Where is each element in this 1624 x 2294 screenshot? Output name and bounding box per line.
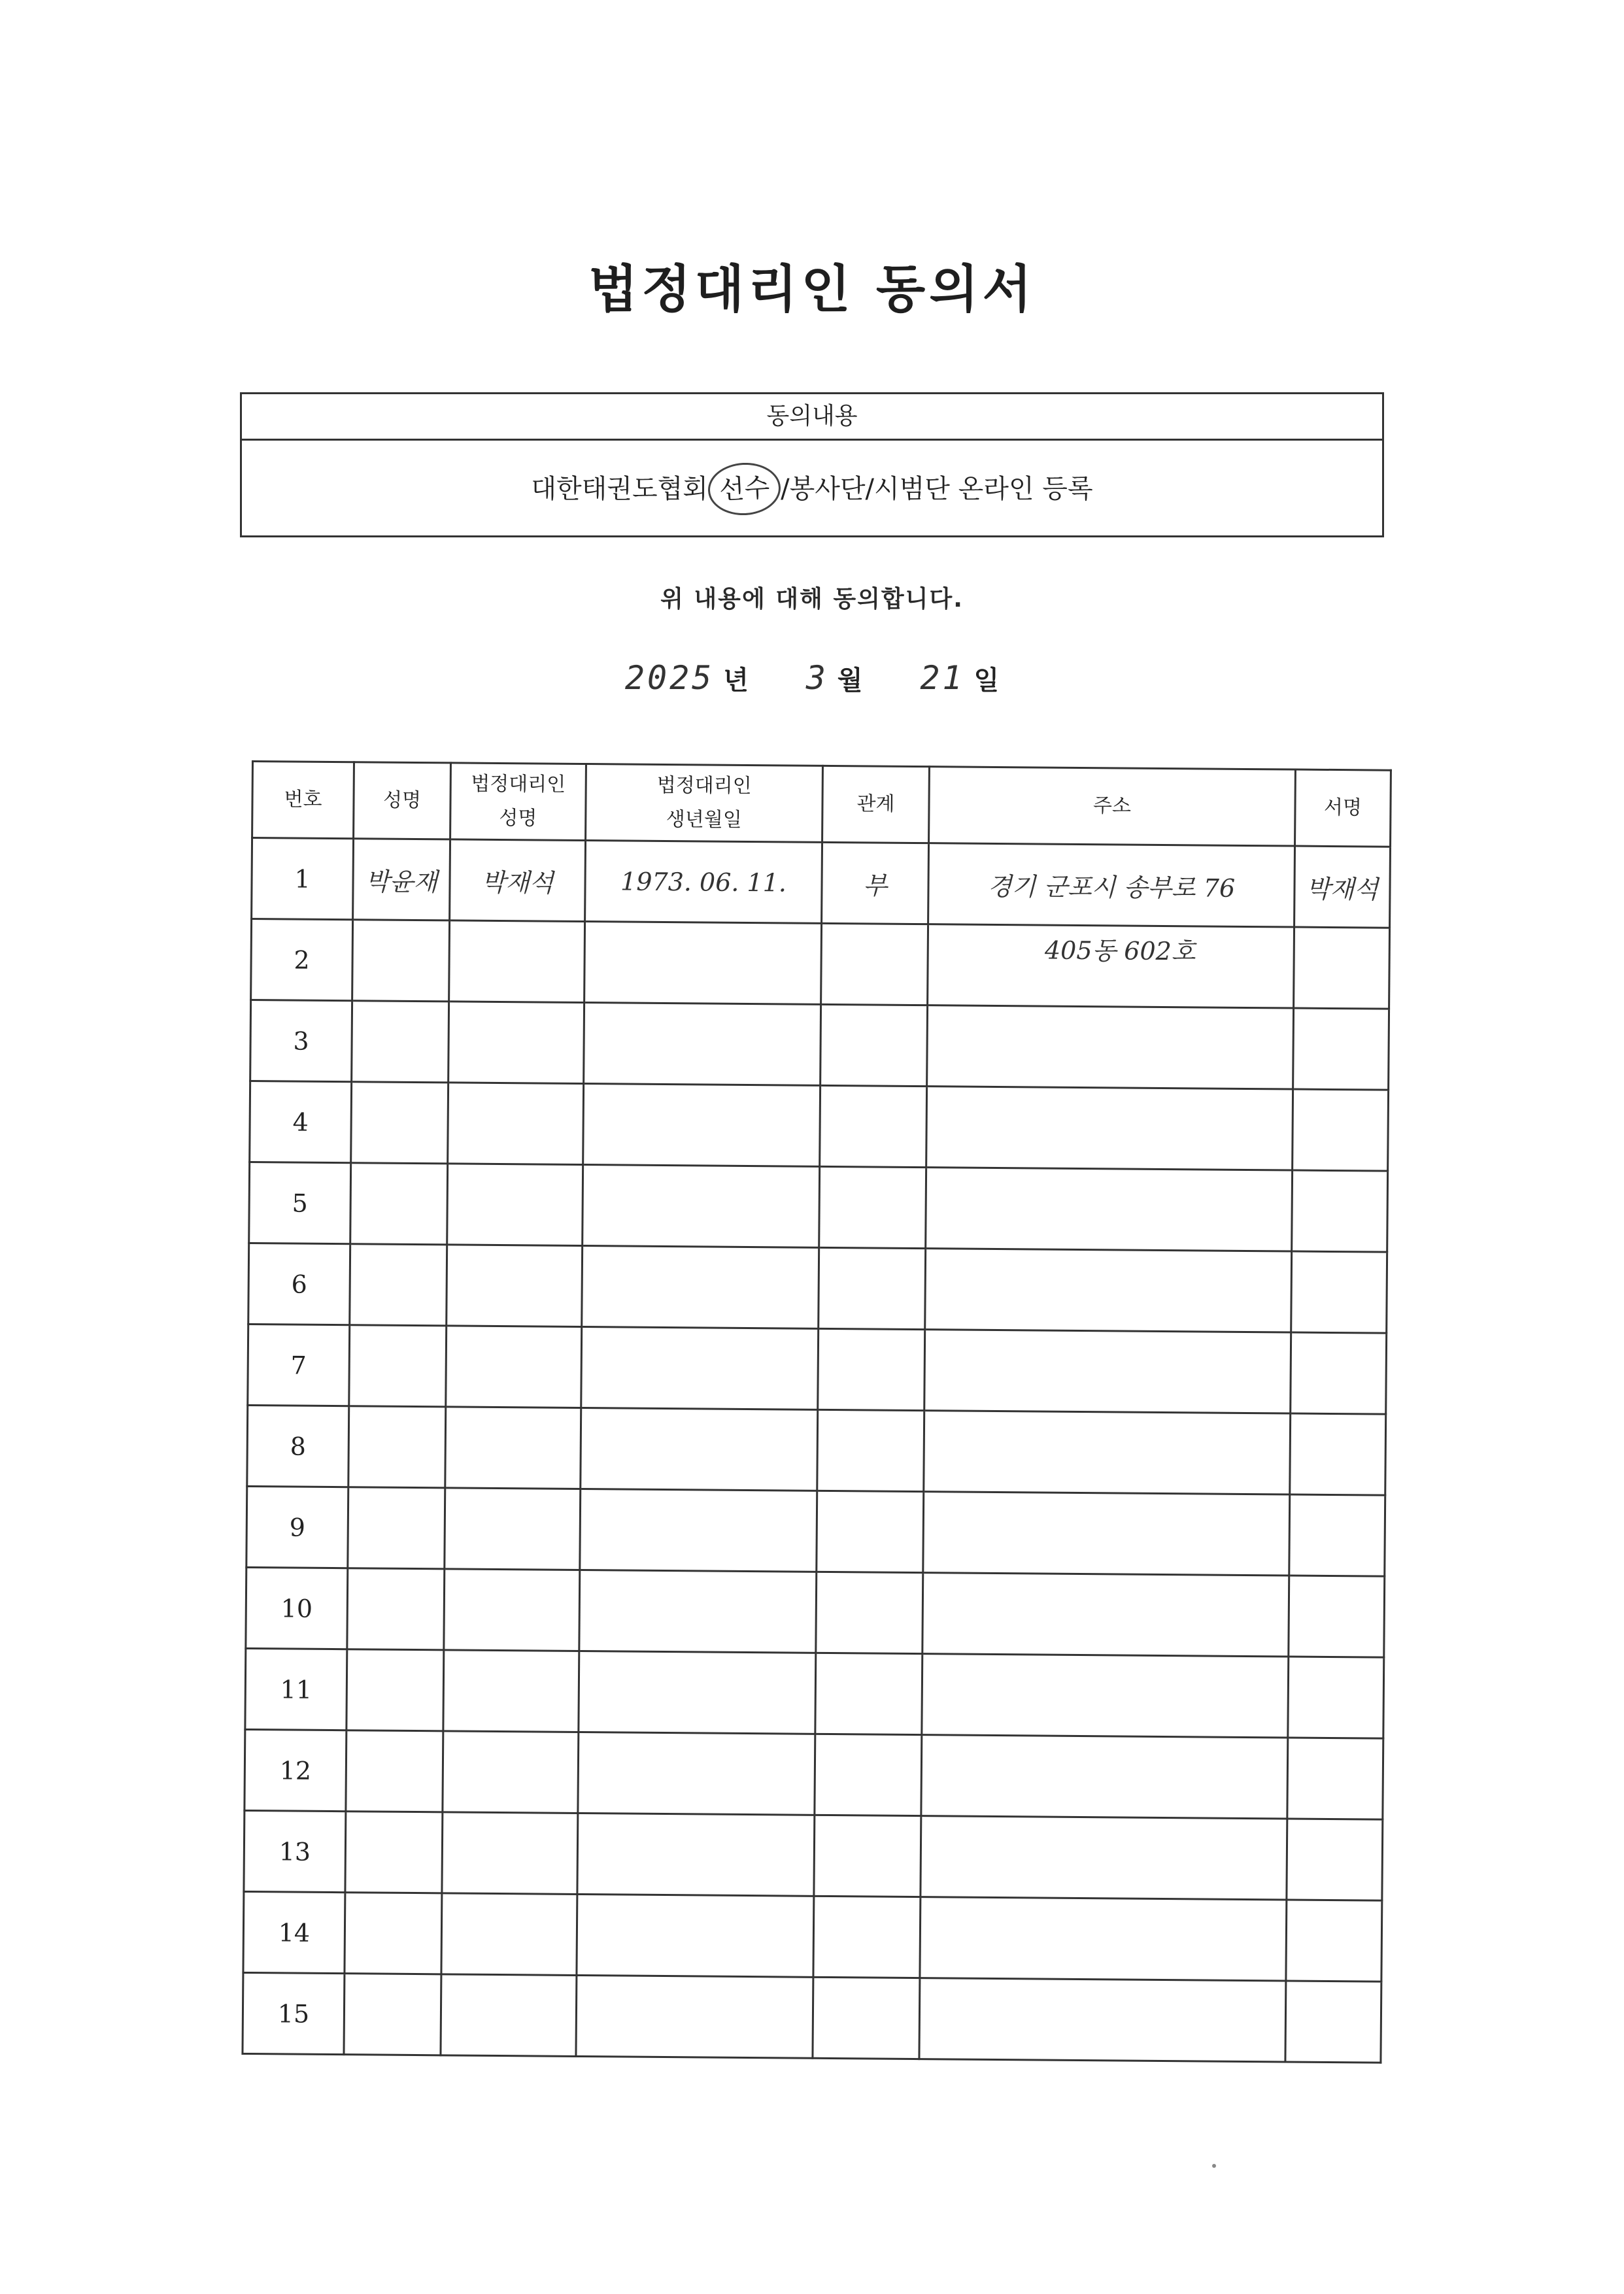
empty-cell xyxy=(924,1330,1291,1413)
empty-cell xyxy=(347,1568,445,1650)
empty-cell xyxy=(816,1572,923,1653)
date-year-value: 2025 xyxy=(624,659,715,697)
empty-cell xyxy=(577,1894,814,1977)
signature-handwritten: 박재석 xyxy=(1294,846,1391,928)
row-number: 4 xyxy=(250,1081,352,1162)
empty-cell xyxy=(441,1974,577,2057)
empty-cell xyxy=(813,1896,921,1978)
empty-cell xyxy=(583,1164,820,1247)
row-number: 11 xyxy=(245,1648,347,1730)
date-year-label: 년 xyxy=(723,666,749,696)
empty-cell xyxy=(448,1002,584,1084)
empty-cell xyxy=(817,1409,924,1491)
empty-cell xyxy=(447,1164,583,1246)
consent-text xyxy=(242,441,1382,537)
member-name-handwritten: 박윤재 xyxy=(353,839,450,920)
empty-cell xyxy=(1290,1413,1386,1495)
empty-cell xyxy=(926,1087,1293,1170)
table-row xyxy=(246,1567,1385,1657)
consent-heading: 동의내용 xyxy=(242,394,1382,441)
table-row xyxy=(243,1972,1381,2063)
row-number: 2 xyxy=(251,919,353,1001)
address-line2-handwritten: 405동 602호 xyxy=(1044,936,1196,966)
empty-cell xyxy=(1291,1332,1387,1414)
empty-cell xyxy=(578,1732,815,1815)
empty-cell xyxy=(579,1570,817,1653)
table-row xyxy=(245,1729,1383,1819)
empty-cell xyxy=(921,1735,1288,1819)
empty-cell xyxy=(442,1812,578,1895)
consent-content-box xyxy=(240,392,1384,537)
empty-cell xyxy=(449,920,585,1003)
document-title: 법정대리인 동의서 xyxy=(588,260,1036,319)
empty-cell xyxy=(348,1406,446,1488)
date-day-label: 일 xyxy=(973,666,1000,696)
empty-cell xyxy=(445,1407,581,1489)
empty-cell xyxy=(919,1978,1286,2062)
empty-cell xyxy=(345,1893,442,1974)
row-number: 13 xyxy=(244,1810,346,1892)
header-guardian-name xyxy=(450,763,586,841)
date-day-value: 21 xyxy=(920,659,965,697)
table-row xyxy=(245,1648,1384,1738)
row-number: 10 xyxy=(246,1567,348,1649)
empty-cell xyxy=(444,1569,580,1651)
empty-cell xyxy=(351,1082,448,1164)
row-number: 6 xyxy=(248,1243,350,1324)
empty-cell xyxy=(446,1326,582,1408)
address-handwritten: 경기 군포시 송부로 76 xyxy=(928,843,1295,927)
row-number: 14 xyxy=(243,1891,345,1973)
empty-cell xyxy=(815,1734,922,1815)
empty-cell xyxy=(576,1975,813,2058)
empty-cell xyxy=(352,1001,449,1083)
empty-cell xyxy=(924,1411,1291,1494)
empty-cell xyxy=(350,1244,447,1326)
guardian-roster-table xyxy=(241,760,1391,2064)
empty-cell xyxy=(580,1489,817,1572)
empty-cell xyxy=(1294,927,1390,1009)
empty-cell xyxy=(1291,1251,1387,1333)
empty-cell xyxy=(926,1168,1293,1251)
empty-cell xyxy=(922,1573,1289,1657)
empty-cell xyxy=(814,1815,921,1897)
empty-cell xyxy=(819,1247,926,1329)
empty-cell xyxy=(820,1004,928,1086)
empty-cell xyxy=(579,1651,816,1734)
empty-cell xyxy=(344,1974,441,2055)
empty-cell xyxy=(1286,1900,1382,1982)
row-number: 3 xyxy=(250,1000,352,1082)
empty-cell xyxy=(448,1083,584,1165)
row-number: 12 xyxy=(245,1729,347,1811)
empty-cell xyxy=(345,1812,443,1893)
header-name: 성명 xyxy=(354,762,451,839)
table-row xyxy=(246,1486,1385,1576)
empty-cell xyxy=(925,1249,1292,1332)
header-guardian-name-text: 법정대리인 성명 xyxy=(471,772,566,830)
row-number: 15 xyxy=(243,1972,345,2054)
header-number: 번호 xyxy=(252,762,354,839)
empty-cell xyxy=(819,1166,926,1248)
row-number: 1 xyxy=(252,838,354,920)
empty-cell xyxy=(583,1084,820,1167)
empty-cell xyxy=(346,1730,443,1812)
empty-cell xyxy=(1293,1089,1389,1171)
table-row xyxy=(252,838,1391,928)
empty-cell xyxy=(1287,1738,1383,1819)
row-number: 7 xyxy=(248,1324,350,1406)
empty-cell xyxy=(347,1649,444,1731)
row-number: 5 xyxy=(249,1162,351,1243)
header-relation: 관계 xyxy=(822,766,930,843)
empty-cell xyxy=(350,1163,448,1245)
table-row xyxy=(250,1081,1389,1171)
empty-cell xyxy=(821,923,928,1005)
empty-cell xyxy=(923,1492,1290,1576)
empty-cell xyxy=(920,1897,1287,1981)
empty-cell xyxy=(820,1085,927,1167)
empty-cell xyxy=(352,920,450,1002)
empty-cell xyxy=(921,1816,1287,1900)
table-row xyxy=(243,1891,1382,1982)
date-line xyxy=(0,659,1624,697)
empty-cell xyxy=(818,1328,925,1410)
header-guardian-birth-text: 법정대리인 생년월일 xyxy=(656,773,752,832)
consent-text-after: /봉사단/시범단 온라인 등록 xyxy=(781,474,1093,504)
empty-cell xyxy=(1293,1008,1389,1090)
row-number: 9 xyxy=(246,1486,348,1568)
consent-text-before: 대한태권도협회 xyxy=(531,474,708,504)
empty-cell xyxy=(584,922,822,1005)
address-continued-cell xyxy=(928,924,1294,1008)
empty-cell xyxy=(577,1813,815,1896)
date-month-value: 3 xyxy=(805,659,828,697)
empty-cell xyxy=(1287,1819,1383,1900)
empty-cell xyxy=(443,1650,579,1732)
row-number: 8 xyxy=(247,1405,349,1487)
empty-cell xyxy=(445,1488,581,1570)
guardian-birth-handwritten: 1973. 06. 11. xyxy=(585,841,822,924)
table-row xyxy=(247,1405,1386,1495)
empty-cell xyxy=(443,1731,579,1813)
empty-cell xyxy=(927,1005,1294,1089)
agree-statement: 위 내용에 대해 동의합니다. xyxy=(660,586,964,613)
empty-cell xyxy=(922,1654,1289,1738)
empty-cell xyxy=(582,1245,819,1328)
empty-cell xyxy=(584,1003,821,1086)
table-row xyxy=(248,1324,1387,1414)
empty-cell xyxy=(581,1408,818,1491)
table-row xyxy=(251,919,1390,1009)
table-row xyxy=(248,1243,1387,1333)
empty-cell xyxy=(581,1326,819,1409)
empty-cell xyxy=(349,1325,447,1407)
table-row xyxy=(249,1162,1388,1252)
table-row xyxy=(250,1000,1389,1090)
header-address: 주소 xyxy=(929,767,1296,846)
date-month-label: 월 xyxy=(837,666,863,696)
header-signature: 서명 xyxy=(1295,769,1391,847)
empty-cell xyxy=(1292,1170,1388,1252)
empty-cell xyxy=(1288,1657,1384,1738)
empty-cell xyxy=(447,1245,583,1327)
empty-cell xyxy=(817,1491,924,1572)
empty-cell xyxy=(1285,1981,1381,2063)
empty-cell xyxy=(1289,1494,1385,1576)
empty-cell xyxy=(813,1977,920,2059)
empty-cell xyxy=(1289,1576,1385,1657)
empty-cell xyxy=(348,1487,445,1569)
scan-speck xyxy=(1212,2164,1216,2168)
table-row xyxy=(244,1810,1383,1900)
relation-handwritten: 부 xyxy=(822,842,929,924)
empty-cell xyxy=(815,1653,922,1734)
guardian-name-handwritten: 박재석 xyxy=(450,839,586,922)
empty-cell xyxy=(441,1893,577,1976)
table-header-row xyxy=(252,762,1391,847)
header-guardian-birth xyxy=(586,764,823,843)
circled-option-athlete: 선수 xyxy=(707,461,782,517)
